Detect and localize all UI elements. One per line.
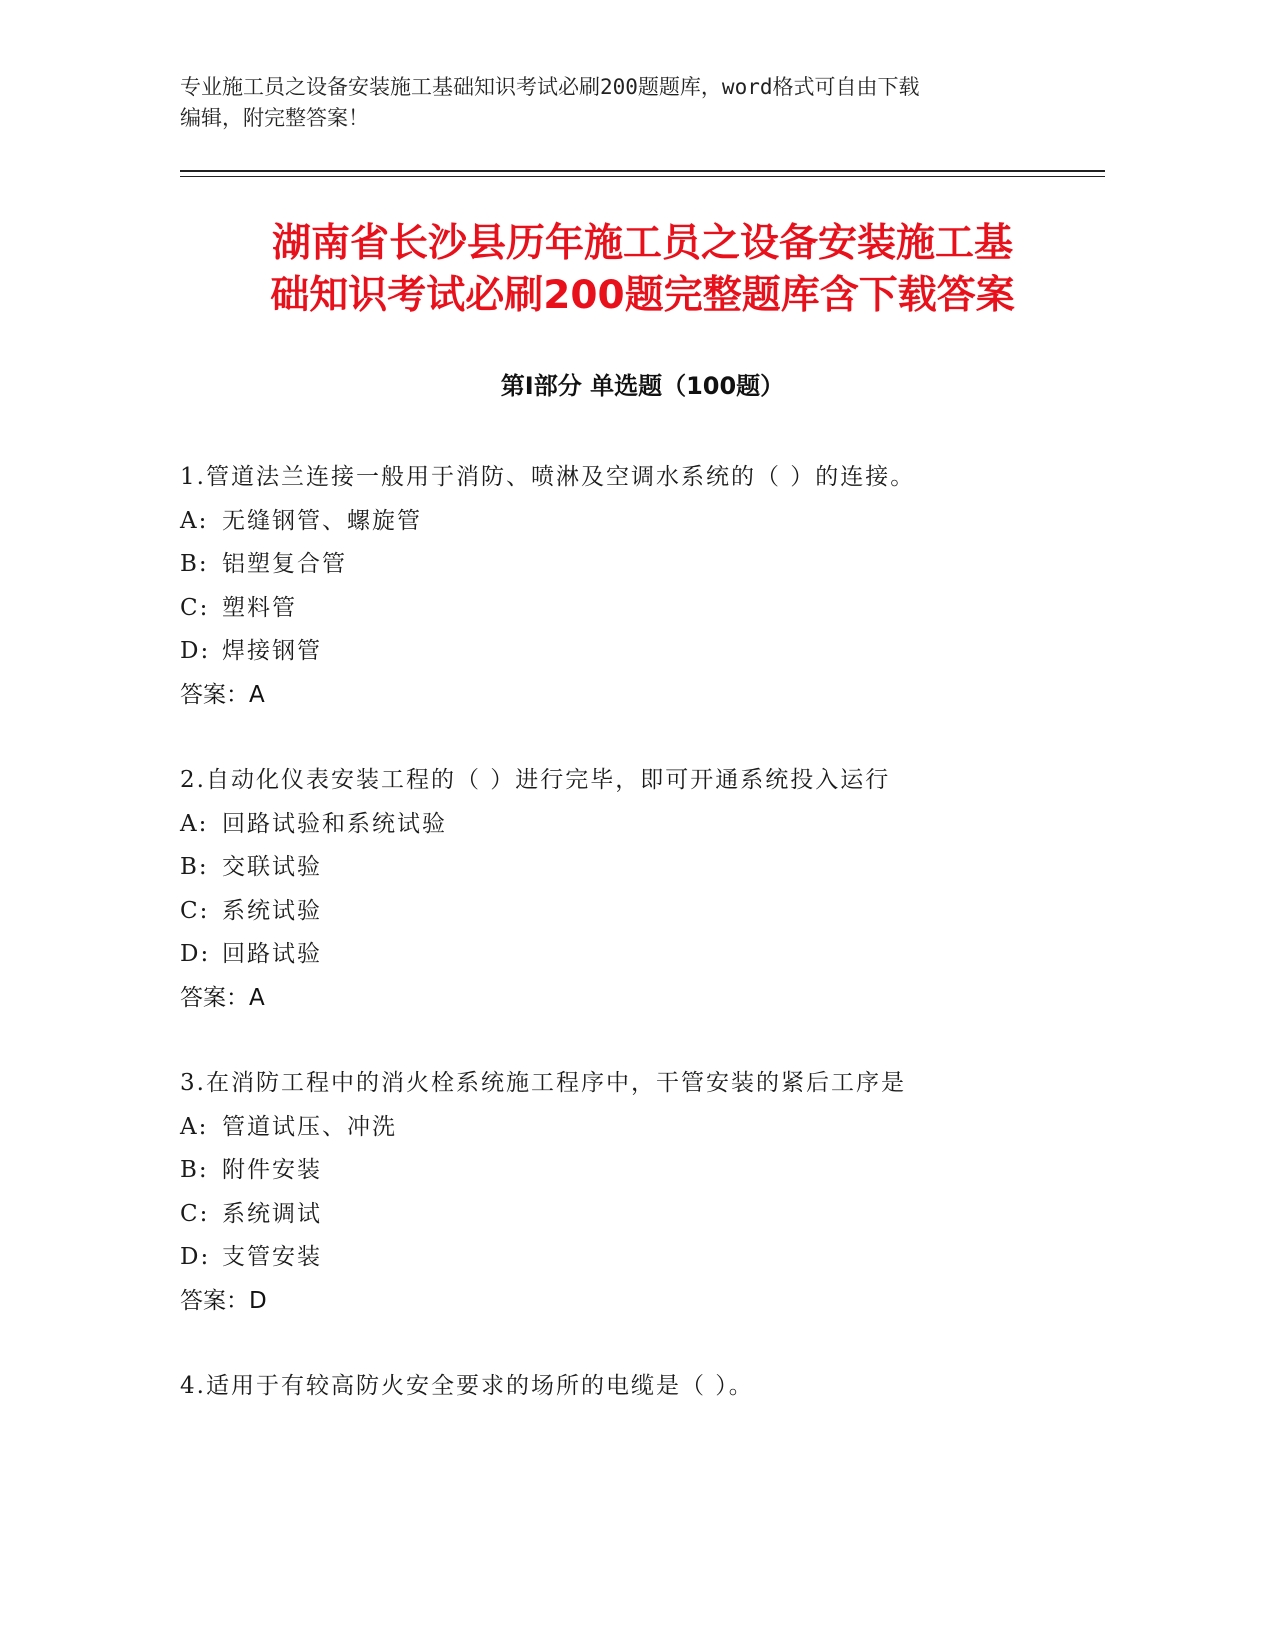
option-text: 管道试压、冲洗 bbox=[222, 1113, 397, 1140]
option-b bbox=[180, 846, 1105, 890]
header-divider-thick bbox=[180, 170, 1105, 172]
document-title-line-1: 湖南省长沙县历年施工员之设备安装施工基 bbox=[271, 221, 1013, 266]
option-a bbox=[180, 1106, 1105, 1150]
question-4 bbox=[180, 1365, 1105, 1409]
question-1 bbox=[180, 456, 1105, 717]
option-a bbox=[180, 803, 1105, 847]
question-stem: 2.自动化仪表安装工程的（ ）进行完毕，即可开通系统投入运行 bbox=[180, 767, 891, 793]
option-text: 交联试验 bbox=[222, 854, 322, 880]
header-divider-thin bbox=[180, 176, 1105, 177]
option-letter: D: bbox=[180, 1244, 211, 1270]
option-text: 铝塑复合管 bbox=[222, 551, 347, 577]
option-text: 系统试验 bbox=[222, 897, 322, 924]
option-b bbox=[180, 543, 1105, 587]
option-text: 附件安装 bbox=[222, 1157, 322, 1183]
header-note-line-2: 编辑，附完整答案！ bbox=[180, 106, 369, 130]
option-letter: C: bbox=[180, 1200, 210, 1227]
option-text: 回路试验和系统试验 bbox=[222, 810, 447, 837]
option-d bbox=[180, 933, 1105, 977]
question-list bbox=[180, 456, 1105, 1451]
option-letter: A: bbox=[180, 1113, 209, 1140]
option-letter: B: bbox=[180, 1157, 209, 1183]
question-stem: 3.在消防工程中的消火栓系统施工程序中，干管安装的紧后工序是 bbox=[180, 1070, 906, 1096]
option-letter: B: bbox=[180, 854, 209, 880]
option-letter: A: bbox=[180, 507, 209, 534]
document-title-line-2: 础知识考试必刷200题完整题库含下载答案 bbox=[270, 273, 1015, 318]
option-text: 支管安装 bbox=[222, 1244, 322, 1270]
option-c bbox=[180, 1193, 1105, 1237]
option-d bbox=[180, 1236, 1105, 1280]
question-3 bbox=[180, 1062, 1105, 1323]
question-stem: 1.管道法兰连接一般用于消防、喷淋及空调水系统的（ ）的连接。 bbox=[180, 464, 916, 490]
document-title bbox=[180, 218, 1105, 322]
header-note bbox=[180, 72, 1050, 134]
option-c bbox=[180, 890, 1105, 934]
option-letter: D: bbox=[180, 941, 211, 967]
option-c bbox=[180, 587, 1105, 631]
question-2 bbox=[180, 759, 1105, 1020]
option-d bbox=[180, 630, 1105, 674]
option-letter: D: bbox=[180, 638, 211, 664]
option-text: 回路试验 bbox=[222, 941, 322, 967]
option-letter: C: bbox=[180, 594, 210, 621]
answer-line: 答案：D bbox=[180, 1287, 267, 1314]
option-letter: A: bbox=[180, 810, 209, 837]
answer-line: 答案：A bbox=[180, 984, 265, 1011]
answer-line: 答案：A bbox=[180, 681, 265, 708]
option-text: 塑料管 bbox=[222, 594, 297, 621]
option-text: 系统调试 bbox=[222, 1200, 322, 1227]
option-a bbox=[180, 500, 1105, 544]
option-text: 焊接钢管 bbox=[222, 638, 322, 664]
question-stem: 4.适用于有较高防火安全要求的场所的电缆是（ ）。 bbox=[180, 1373, 754, 1399]
option-letter: B: bbox=[180, 551, 209, 577]
option-letter: C: bbox=[180, 897, 210, 924]
header-note-line-1: 专业施工员之设备安装施工基础知识考试必刷200题题库，word格式可自由下载 bbox=[180, 75, 920, 99]
section-heading: 第Ⅰ部分 单选题（100题） bbox=[500, 372, 785, 400]
option-text: 无缝钢管、螺旋管 bbox=[222, 507, 422, 534]
option-b bbox=[180, 1149, 1105, 1193]
